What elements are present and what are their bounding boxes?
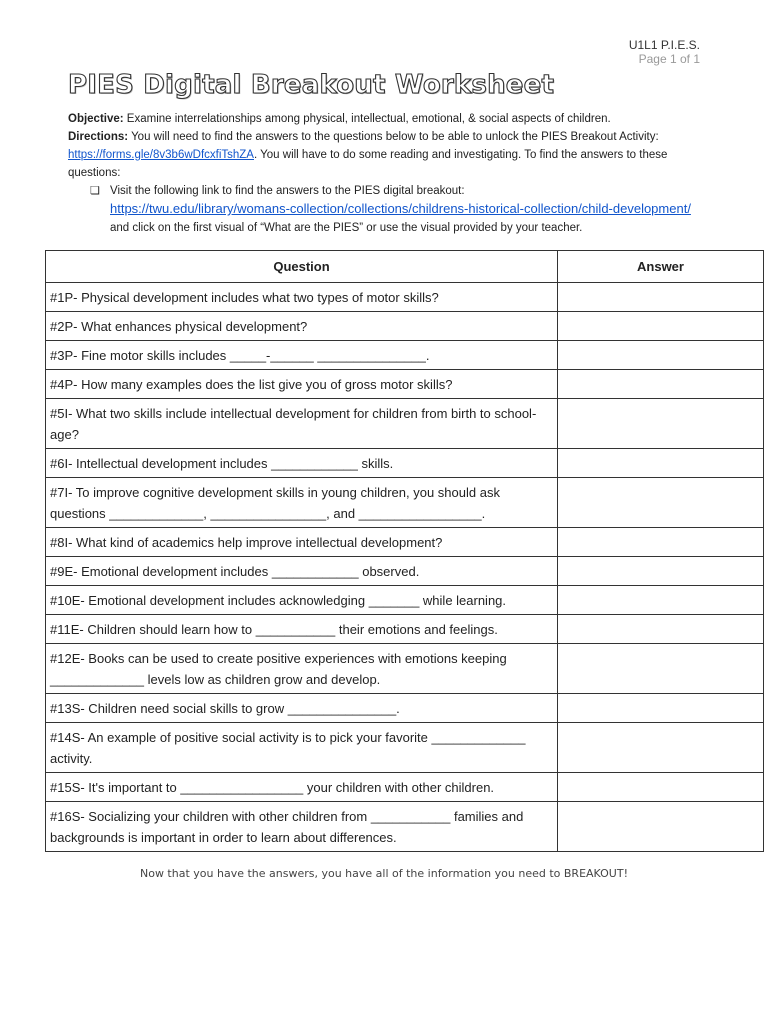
question-cell: #15S- It's important to _________________ your children with other children.: [46, 773, 558, 802]
question-cell: #3P- Fine motor skills includes _____-______ _______________.: [46, 341, 558, 370]
table-row: [46, 723, 764, 773]
table-row: [46, 528, 764, 557]
question-cell: #8I- What kind of academics help improve intellectual development?: [46, 528, 558, 557]
footer-note: Now that you have the answers, you have all of the information you need to BREAKOUT!: [139, 867, 628, 880]
twu-library-link[interactable]: https://twu.edu/library/womans-collection/collections/childrens-historical-collection/child-development/: [110, 201, 691, 216]
answer-cell[interactable]: [558, 341, 764, 370]
answer-cell[interactable]: [558, 370, 764, 399]
answer-cell[interactable]: [558, 773, 764, 802]
question-cell: #9E- Emotional development includes ____________ observed.: [46, 557, 558, 586]
answer-column-header: Answer: [558, 251, 764, 283]
table-row: [46, 802, 764, 852]
bullet-text-after: and click on the first visual of “What are the PIES” or use the visual provided by your teacher.: [110, 222, 583, 234]
question-cell: #1P- Physical development includes what two types of motor skills?: [46, 283, 558, 312]
question-cell: #16S- Socializing your children with other children from ___________ families and backgrounds is important in order to learn about differences.: [46, 802, 558, 852]
answer-cell[interactable]: [558, 802, 764, 852]
page-count: Page 1 of 1: [638, 52, 700, 66]
intro-section: [68, 110, 708, 237]
directions-paragraph: [68, 128, 708, 182]
question-cell: #5I- What two skills include intellectual development for children from birth to school-age?: [46, 399, 558, 449]
directions-label: Directions:: [68, 131, 129, 143]
table-row: [46, 312, 764, 341]
table-row: [46, 773, 764, 802]
question-cell: #7I- To improve cognitive development skills in young children, you should ask questions _____________, ________________, and _________________.: [46, 478, 558, 528]
checkbox-icon: ❏: [90, 185, 100, 197]
answer-cell[interactable]: [558, 723, 764, 773]
table-row: [46, 399, 764, 449]
answer-cell[interactable]: [558, 694, 764, 723]
table-row: [46, 478, 764, 528]
table-header-row: [46, 251, 764, 283]
answer-cell[interactable]: [558, 644, 764, 694]
table-row: [46, 449, 764, 478]
page-title: PIES Digital Breakout Worksheet: [68, 70, 555, 100]
question-cell: #6I- Intellectual development includes ____________ skills.: [46, 449, 558, 478]
table-row: [46, 370, 764, 399]
answer-cell[interactable]: [558, 399, 764, 449]
breakout-form-link[interactable]: https://forms.gle/8v3b6wDfcxfiTshZA: [68, 149, 254, 161]
table-row: [46, 557, 764, 586]
question-column-header: Question: [46, 251, 558, 283]
table-row: [46, 283, 764, 312]
question-cell: #4P- How many examples does the list give you of gross motor skills?: [46, 370, 558, 399]
bullet-text: Visit the following link to find the answers to the PIES digital breakout:: [110, 185, 465, 197]
answer-cell[interactable]: [558, 615, 764, 644]
page-header: [629, 38, 700, 66]
table-row: [46, 586, 764, 615]
directions-text-after: . You will have to do some reading and investigating. To find the answers to these questions:: [68, 149, 668, 179]
question-cell: #2P- What enhances physical development?: [46, 312, 558, 341]
table-row: [46, 341, 764, 370]
objective-paragraph: [68, 110, 708, 128]
questions-table: [45, 250, 764, 852]
table-row: [46, 644, 764, 694]
answer-cell[interactable]: [558, 478, 764, 528]
objective-label: Objective:: [68, 113, 124, 125]
question-cell: #14S- An example of positive social activity is to pick your favorite _____________ activity.: [46, 723, 558, 773]
question-cell: #12E- Books can be used to create positive experiences with emotions keeping _____________ levels low as children grow and develop.: [46, 644, 558, 694]
answer-cell[interactable]: [558, 528, 764, 557]
objective-text: Examine interrelationships among physical, intellectual, emotional, & social aspects of children.: [123, 113, 611, 125]
question-cell: #11E- Children should learn how to ___________ their emotions and feelings.: [46, 615, 558, 644]
bullet-item: [90, 182, 708, 237]
question-cell: #10E- Emotional development includes acknowledging _______ while learning.: [46, 586, 558, 615]
table-row: [46, 615, 764, 644]
answer-cell[interactable]: [558, 283, 764, 312]
question-cell: #13S- Children need social skills to grow _______________.: [46, 694, 558, 723]
answer-cell[interactable]: [558, 312, 764, 341]
table-row: [46, 694, 764, 723]
answer-cell[interactable]: [558, 449, 764, 478]
directions-text: You will need to find the answers to the questions below to be able to unlock the PIES Breakout Activity:: [128, 131, 659, 143]
course-code: U1L1 P.I.E.S.: [628, 38, 700, 52]
answer-cell[interactable]: [558, 557, 764, 586]
answer-cell[interactable]: [558, 586, 764, 615]
